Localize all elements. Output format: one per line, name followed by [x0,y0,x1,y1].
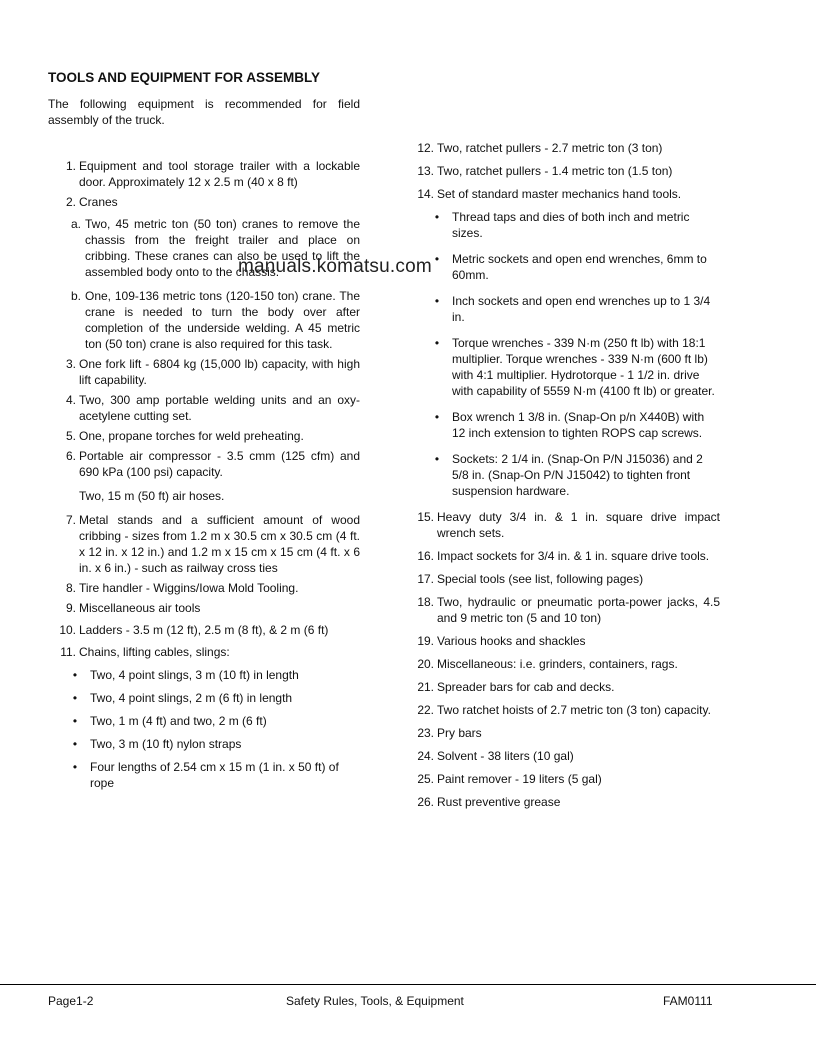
bullet-icon: • [72,668,78,682]
bullet-icon: • [72,737,78,751]
bullet-icon: • [434,252,440,266]
list-item [48,580,360,596]
list-item [414,679,720,695]
bullet-item [48,667,360,683]
list-item [414,509,720,541]
item-number: 19. [417,634,434,648]
list-item [414,702,720,718]
item-text: Metal stands and a sufficient amount of wood cribbing - sizes from 1.2 m x 30.5 cm x 30.5 cm (4 ft. x 12 in. x 12 in.) and 1.2 m x 15 cm x 15 cm (4 ft. x 6 in. x 6 in.) - such as railway cross ties [79,513,360,575]
page-number: Page1-2 [48,994,94,1008]
item-number: 5. [65,429,76,443]
item-text: Paint remover - 19 liters (5 gal) [437,772,602,786]
item-number: 7. [65,513,76,527]
item-text: Cranes [79,195,118,209]
list-item [48,600,360,616]
sub-item-text: Two, 45 metric ton (50 ton) cranes to remove the chassis from the freight trailer and place on cribbing. These cranes can also be used to lift the assembled body onto to the chassis. [85,217,360,279]
bullet-icon: • [72,691,78,705]
bullet-item [414,209,720,241]
bullet-text: Two, 3 m (10 ft) nylon straps [90,737,242,751]
bullet-item [48,690,360,706]
intro-paragraph: The following equipment is recommended for field assembly of the truck. [48,97,360,127]
item-number: 13. [417,164,434,178]
item-number: 2. [65,195,76,209]
bullet-text: Thread taps and dies of both inch and metric sizes. [452,210,690,240]
list-item [48,194,360,210]
item-number: 10. [59,623,76,637]
list-item [414,794,720,810]
bullet-text: Sockets: 2 1/4 in. (Snap-On P/N J15036) and 2 5/8 in. (Snap-On P/N J15042) to tighten front suspension hardware. [452,452,703,498]
item-text: Equipment and tool storage trailer with a lockable door. Approximately 12 x 2.5 m (40 x 8 ft) [79,159,360,189]
bullet-text: Box wrench 1 3/8 in. (Snap-On p/n X440B) with 12 inch extension to tighten ROPS cap screws. [452,410,705,440]
bullet-text: Two, 1 m (4 ft) and two, 2 m (6 ft) [90,714,267,728]
bullet-text: Two, 4 point slings, 3 m (10 ft) in length [90,668,299,682]
list-item [414,571,720,587]
item-number: 23. [417,726,434,740]
item-text: Set of standard master mechanics hand tools. [437,187,682,201]
list-item [414,548,720,564]
item-text: Miscellaneous: i.e. grinders, containers, rags. [437,657,678,671]
item-number: 21. [417,680,434,694]
item-number: 22. [417,703,434,717]
bullet-icon: • [434,410,440,424]
bullet-icon: • [72,760,78,774]
list-item [414,748,720,764]
item-text: Special tools (see list, following pages) [437,572,644,586]
bullet-item [414,409,720,441]
item-number: 26. [417,795,434,809]
list-item [414,140,720,156]
bullet-text: Inch sockets and open end wrenches up to 1 3/4 in. [452,294,711,324]
item-text: Chains, lifting cables, slings: [79,645,230,659]
page-title: TOOLS AND EQUIPMENT FOR ASSEMBLY [48,70,321,85]
list-item [414,656,720,672]
list-item [48,622,360,638]
item-number: 17. [417,572,434,586]
item-text: One, propane torches for weld preheating. [79,429,304,443]
list-item [48,158,360,190]
item-text: One fork lift - 6804 kg (15,000 lb) capacity, with high lift capability. [79,357,360,387]
left-column [48,70,360,798]
item-number: 3. [65,357,76,371]
bullet-item [48,736,360,752]
item-number: 18. [417,595,434,609]
item-number: 1. [65,159,76,173]
item-number: 4. [65,393,76,407]
item-text: Two, ratchet pullers - 2.7 metric ton (3 ton) [437,141,663,155]
list-item [48,644,360,660]
item-text: Heavy duty 3/4 in. & 1 in. square drive impact wrench sets. [437,510,720,540]
item-number: 14. [417,187,434,201]
bullet-icon: • [434,294,440,308]
item-number: 12. [417,141,434,155]
bullet-icon: • [434,210,440,224]
list-item [414,594,720,626]
item-text: Tire handler - Wiggins/Iowa Mold Tooling. [79,581,299,595]
item-number: 25. [417,772,434,786]
sub-item-label: a. [70,217,81,231]
bullet-item [48,713,360,729]
list-item [48,428,360,444]
list-item [414,163,720,179]
bullet-text: Four lengths of 2.54 cm x 15 m (1 in. x 50 ft) of rope [90,760,339,790]
sub-item-text: One, 109-136 metric tons (120-150 ton) crane. The crane is needed to turn the body over after completion of the underside welding. A 45 metric ton (50 ton) crane is also required for this task. [85,289,360,351]
bullet-text: Metric sockets and open end wrenches, 6mm to 60mm. [452,252,707,282]
item-number: 8. [65,581,76,595]
item-number: 24. [417,749,434,763]
item-number: 15. [417,510,434,524]
item-number: 11. [60,645,76,659]
document-code: FAM0111 [663,994,713,1008]
bullet-text: Two, 4 point slings, 2 m (6 ft) in length [90,691,293,705]
list-item [414,186,720,202]
item-number: 20. [417,657,434,671]
bullet-icon: • [434,452,440,466]
bullet-item [414,251,720,283]
list-item [414,771,720,787]
sub-item-label: b. [70,289,81,303]
item-text: Solvent - 38 liters (10 gal) [437,749,574,763]
item-text: Various hooks and shackles [437,634,586,648]
sub-item [48,288,360,352]
watermark: manuals.komatsu.com [238,256,432,277]
item-text: Ladders - 3.5 m (12 ft), 2.5 m (8 ft), & 2 m (6 ft) [79,623,329,637]
bullet-text: Torque wrenches - 339 N·m (250 ft lb) with 18:1 multiplier. Torque wrenches - 339 N·m (600 ft lb) with 4:1 multiplier. Hydrotorque - 1 1/2 in. drive with capability of 5559 N·m (4100 ft lb) or greater. [452,336,715,398]
item-number: 6. [65,449,76,463]
bullet-item [48,759,360,791]
bullet-icon: • [72,714,78,728]
item-number: 16. [417,549,434,563]
item-text: Two, 300 amp portable welding units and an oxy-acetylene cutting set. [79,393,360,423]
item-text: Impact sockets for 3/4 in. & 1 in. square drive tools. [437,549,710,563]
right-column [414,140,720,817]
list-item [48,512,360,576]
section-title: Safety Rules, Tools, & Equipment [286,994,464,1008]
bullet-item [414,335,720,399]
item-text: Portable air compressor - 3.5 cmm (125 cfm) and 690 kPa (100 psi) capacity. [79,449,360,479]
item-text: Two ratchet hoists of 2.7 metric ton (3 ton) capacity. [437,703,711,717]
item-text: Two, hydraulic or pneumatic porta-power jacks, 4.5 and 9 metric ton (5 and 10 ton) [437,595,720,625]
item-text: Two, ratchet pullers - 1.4 metric ton (1.5 ton) [437,164,673,178]
list-item [48,356,360,388]
footer-divider [0,984,816,985]
item-text: Pry bars [437,726,482,740]
list-item [414,633,720,649]
bullet-item [414,293,720,325]
item-text: Rust preventive grease [437,795,561,809]
item-number: 9. [65,601,76,615]
bullet-item [414,451,720,499]
item-note: Two, 15 m (50 ft) air hoses. [79,489,225,503]
item-text: Miscellaneous air tools [79,601,201,615]
list-item [48,392,360,424]
item-text: Spreader bars for cab and decks. [437,680,615,694]
bullet-icon: • [434,336,440,350]
list-item [48,448,360,480]
list-item [414,725,720,741]
